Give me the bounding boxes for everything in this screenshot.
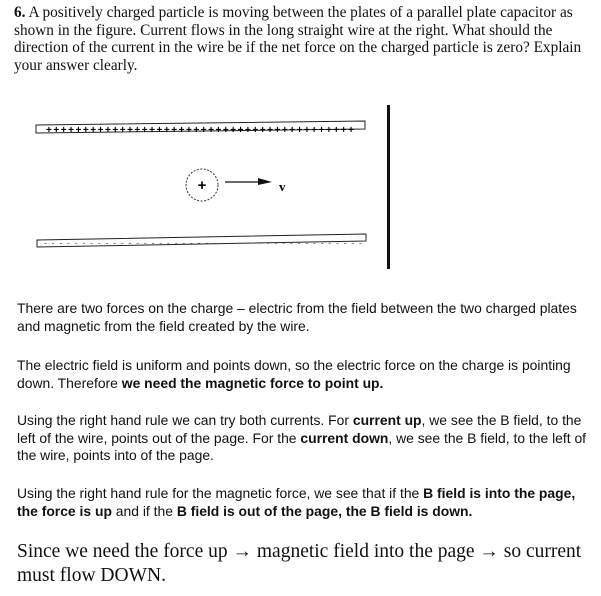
bold-text: we need the magnetic force to point up. [121, 374, 384, 391]
particle-sign: + [197, 177, 207, 194]
text: , we see the B field, to the left of the wire, points out of the page. For the [17, 412, 582, 446]
top-plate-charges: ++++++++++++++++++++++++++++++++++++++++++ [46, 125, 354, 136]
text: and if the [111, 502, 177, 519]
arrow-head-icon [258, 178, 272, 185]
bold-text: current down [300, 429, 389, 446]
text: The electric field is uniform and points down, so the electric force on the charge is pointing down. Therefore [17, 357, 571, 391]
text: Using the right hand rule for the magnetic force, we see that if the [17, 485, 424, 501]
bottom-plate-charges: ------------------------------------------ [44, 238, 362, 248]
question-number: 6. [14, 4, 26, 21]
question-body: A positively charged particle is moving between the plates of a parallel plate capacitor as shown in the figure. Current flows in the long straight wire at the right. What should the direction of the current in the wire be if the net force on the charged particle is zero? Explain your answer clearly. [14, 4, 582, 74]
answer-paragraph-3 [17, 412, 592, 465]
text: , we see the B field, to the left of the wire, points into of the page. [17, 429, 587, 463]
answer-paragraph-1: There are two forces on the charge – electric from the field between the two charged plates and magnetic from the field created by the wire. [17, 300, 577, 334]
velocity-label: v [279, 179, 286, 194]
top-plate [36, 121, 365, 136]
final-conclusion: Since we need the force up → magnetic field into the page → so current must flow DOWN. [17, 541, 582, 586]
bold-text: current up [352, 412, 422, 428]
answer-paragraph-4 [17, 485, 592, 520]
text: Using the right hand rule we can try both currents. For [17, 412, 353, 428]
bold-text: B field is into the page, the force is up [17, 485, 576, 519]
bold-text: B field is out of the page, the B field is down. [176, 502, 473, 519]
bottom-plate [37, 234, 366, 248]
current-wire [387, 105, 390, 269]
answer-paragraph-2 [17, 357, 592, 392]
